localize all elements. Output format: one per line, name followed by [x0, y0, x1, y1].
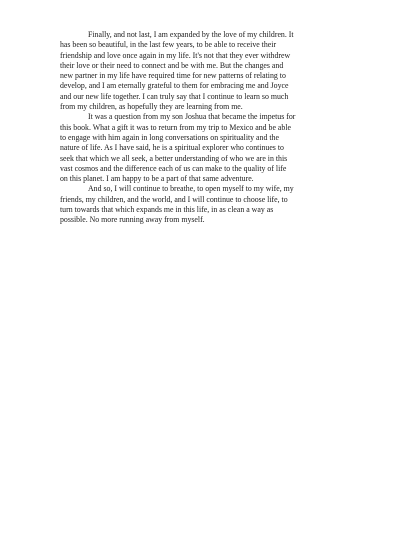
paragraph-children: Finally, and not last, I am expanded by the love of my children. It has been so beautiful, in the last few years, to be able to receive their friendship and love once again in my life. It's not that they ever withdrew their love or their need to connect and be with me. But the changes and new partner in my life have required time for new patterns of relating to develop, and I am eternally grateful to them for embracing me and Joyce and our new life together. I can truly say that I continue to learn so much from my children, as hopefully they are learning from me. [60, 30, 294, 112]
paragraph-conclusion: And so, I will continue to breathe, to open myself to my wife, my friends, my children, and the world, and I will continue to choose life, to turn towards that which expands me in this life, in as clean a way as possible. No more running away from myself. [60, 184, 294, 225]
body-text [60, 30, 296, 226]
paragraph-joshua: It was a question from my son Joshua that became the impetus for this book. What a gift it was to return from my trip to Mexico and be able to engage with him again in long conversations on spirituality and the nature of life. As I have said, he is a spiritual explorer who continues to seek that which we all seek, a better understanding of who we are in this vast cosmos and the difference each of us can make to the quality of life on this planet. I am happy to be a part of that same adventure. [60, 112, 296, 184]
